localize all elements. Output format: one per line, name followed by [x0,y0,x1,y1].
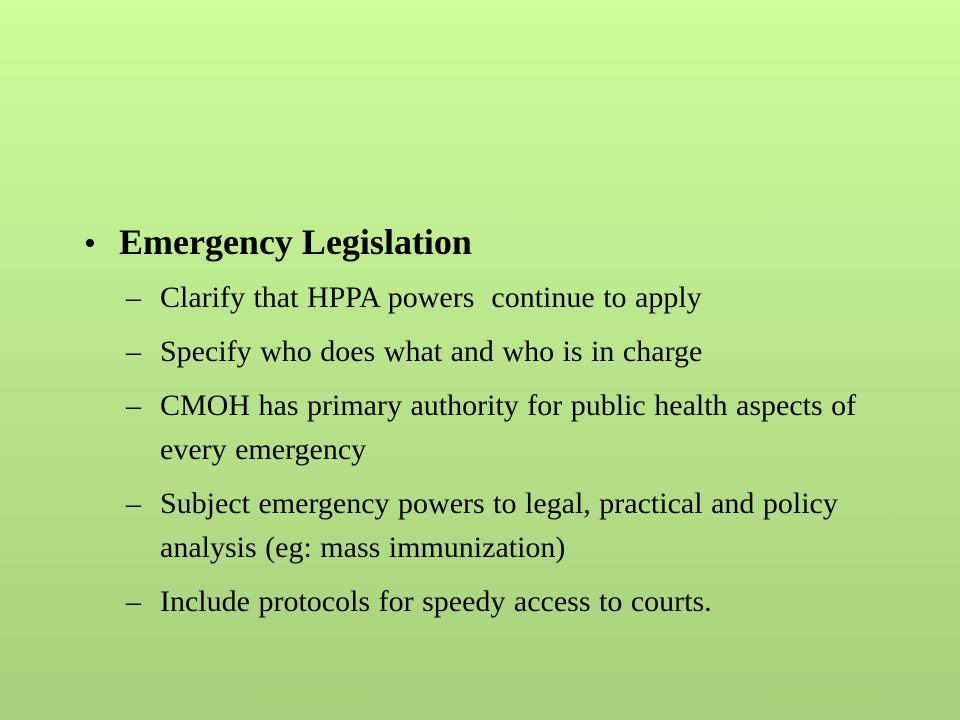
dash-icon: – [126,389,141,422]
sub-bullet-text: Include protocols for speedy access to courts. [160,585,712,618]
sub-bullet-item [126,330,906,374]
sub-bullet-item [126,276,906,320]
dash-icon: – [126,281,141,314]
dash-icon: – [126,487,141,520]
dash-icon: – [126,335,141,368]
sub-bullet-text: Specify who does what and who is in charge [160,335,703,368]
dash-icon: – [126,585,141,618]
sub-bullet-text: Subject emergency powers to legal, practical and policy analysis (eg: mass immunization) [160,487,838,564]
main-bullet [84,218,904,268]
sub-bullet-item [126,580,906,624]
slide-heading: Emergency Legislation [119,222,472,262]
sub-bullet-text: Clarify that HPPA powers continue to apply [160,281,702,314]
sub-bullet-text: CMOH has primary authority for public health aspects of every emergency [160,389,857,466]
bullet-icon: • [84,225,96,262]
sub-bullet-item [126,482,906,570]
sub-bullet-item [126,384,906,472]
sub-bullet-list [126,276,906,634]
